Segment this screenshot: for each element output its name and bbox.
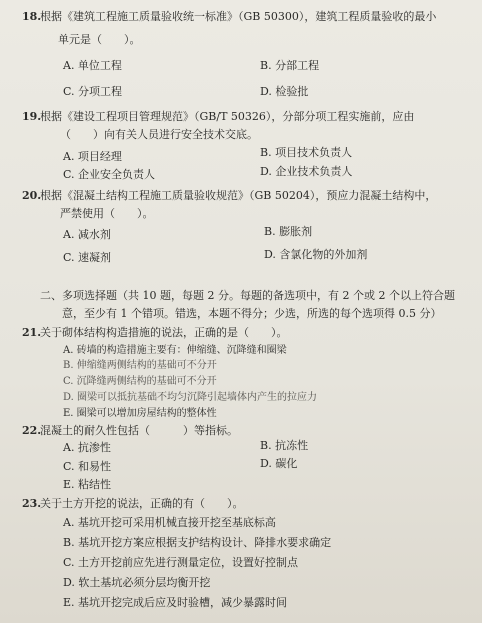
option-a[interactable]: A. 项目经理: [63, 150, 122, 163]
option-e[interactable]: E. 圈梁可以增加房屋结构的整体性: [63, 408, 217, 419]
question-number: 23.: [22, 497, 42, 510]
question-stem-line: 严禁使用（ ）。: [60, 207, 154, 220]
option-d[interactable]: D. 企业技术负责人: [260, 165, 353, 178]
question-number: 18.: [22, 10, 42, 23]
option-d[interactable]: D. 含氯化物的外加剂: [264, 248, 368, 261]
option-c[interactable]: C. 分项工程: [63, 85, 123, 98]
option-c[interactable]: C. 土方开挖前应先进行测量定位，设置好控制点: [63, 556, 299, 569]
option-e[interactable]: E. 基坑开挖完成后应及时验槽，减少暴露时间: [63, 596, 288, 609]
question-number: 19.: [22, 110, 42, 123]
option-d[interactable]: D. 碳化: [260, 457, 298, 470]
question-number: 22.: [22, 424, 42, 437]
question-stem-line: 关于砌体结构构造措施的说法，正确的是（ ）。: [40, 326, 288, 339]
option-e[interactable]: E. 粘结性: [63, 478, 112, 491]
option-a[interactable]: A. 砖墙的构造措施主要有：伸缩缝、沉降缝和圈梁: [63, 345, 287, 356]
question-stem-line: 根据《建筑工程施工质量验收统一标准》（GB 50300），建筑工程质量验收的最小: [40, 10, 437, 23]
option-a[interactable]: A. 单位工程: [63, 59, 122, 72]
question-stem-line: 根据《建设工程项目管理规范》（GB/T 50326），分部分项工程实施前，应由: [40, 110, 415, 123]
question-stem-line: 根据《混凝土结构工程施工质量验收规范》（GB 50204），预应力混凝土结构中，: [40, 189, 437, 202]
question-stem-line: （ ）向有关人员进行安全技术交底。: [60, 128, 258, 141]
option-a[interactable]: A. 基坑开挖可采用机械直接开挖至基底标高: [63, 516, 276, 529]
option-c[interactable]: C. 速凝剂: [63, 251, 112, 264]
question-number: 20.: [22, 189, 42, 202]
option-c[interactable]: C. 和易性: [63, 460, 112, 473]
option-d[interactable]: D. 软土基坑必须分层均衡开挖: [63, 576, 211, 589]
question-number: 21.: [22, 326, 42, 339]
section-heading: 意，至少有 1 个错项。错选，本题不得分；少选，所选的每个选项得 0.5 分）: [62, 307, 442, 320]
option-a[interactable]: A. 抗渗性: [63, 441, 111, 454]
option-d[interactable]: D. 圈梁可以抵抗基础不均匀沉降引起墙体内产生的拉应力: [63, 392, 318, 403]
question-stem-line: 混凝土的耐久性包括（ ）等指标。: [40, 424, 238, 437]
section-heading: 二、多项选择题（共 10 题，每题 2 分。每题的备选项中，有 2 个或 2 个以上符合题: [40, 289, 455, 302]
option-b[interactable]: B. 基坑开挖方案应根据支护结构设计、降排水要求确定: [63, 536, 332, 549]
option-c[interactable]: C. 企业安全负责人: [63, 168, 156, 181]
question-stem-line: 关于土方开挖的说法，正确的有（ ）。: [40, 497, 244, 510]
option-d[interactable]: D. 检验批: [260, 85, 309, 98]
option-b[interactable]: B. 膨胀剂: [264, 225, 313, 238]
option-b[interactable]: B. 分部工程: [260, 59, 320, 72]
option-c[interactable]: C. 沉降缝两侧结构的基础可不分开: [63, 376, 217, 387]
question-stem-line: 单元是（ ）。: [58, 33, 141, 46]
option-a[interactable]: A. 减水剂: [63, 228, 111, 241]
option-b[interactable]: B. 抗冻性: [260, 439, 309, 452]
option-b[interactable]: B. 伸缩缝两侧结构的基础可不分开: [63, 360, 217, 371]
option-b[interactable]: B. 项目技术负责人: [260, 146, 353, 159]
